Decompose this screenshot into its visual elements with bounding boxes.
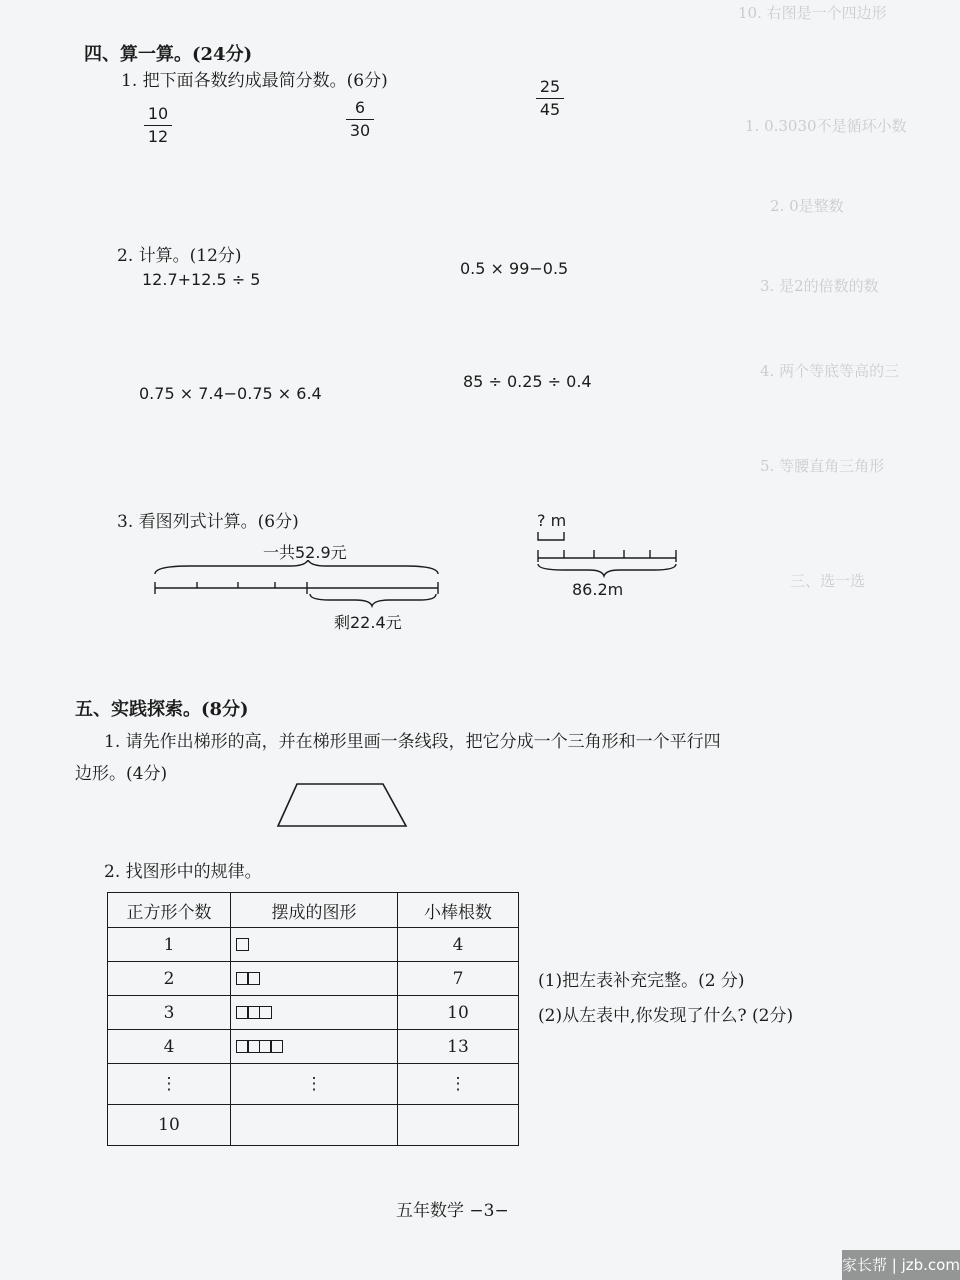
cell-shape — [231, 996, 398, 1030]
money-line-diagram — [150, 560, 445, 608]
cell-stick-count: 10 — [398, 996, 519, 1030]
fraction-numerator: 25 — [536, 77, 564, 99]
sub-question-1: (1)把左表补充完整。(2 分) — [538, 971, 745, 991]
cell-stick-count: ⋮ — [398, 1064, 519, 1105]
table-row — [108, 928, 519, 962]
unit-square — [236, 938, 249, 951]
q1-label: 1. 把下面各数约成最简分数。(6分) — [121, 71, 388, 91]
right-unknown-label: ? m — [537, 511, 567, 530]
cell-shape — [231, 928, 398, 962]
bleed-text-5: 4. 两个等底等高的三 — [760, 362, 900, 380]
bleed-text-7: 三、选一选 — [790, 572, 866, 590]
fraction-denominator: 30 — [349, 121, 371, 140]
left-remain-label: 剩22.4元 — [334, 613, 402, 632]
section5-heading: 五、实践探索。(8分) — [75, 699, 249, 720]
cell-square-count: 4 — [108, 1030, 231, 1064]
column-header-square-count: 正方形个数 — [108, 893, 231, 928]
fraction-numerator: 10 — [144, 104, 172, 126]
right-total-label: 86.2m — [572, 580, 624, 599]
cell-stick-count: 4 — [398, 928, 519, 962]
unit-square — [247, 972, 260, 985]
site-watermark: 家长帮 | jzb.com — [842, 1250, 960, 1280]
fraction-denominator: 45 — [539, 100, 561, 119]
table-header-row — [108, 893, 519, 928]
fraction-10-12 — [144, 104, 172, 147]
page-footer: 五年数学 −3− — [396, 1201, 509, 1221]
cell-shape — [231, 1105, 398, 1146]
unit-square — [270, 1040, 283, 1053]
pattern-table — [107, 892, 519, 1146]
cell-shape: ⋮ — [231, 1064, 398, 1105]
expr-3: 0.75 × 7.4−0.75 × 6.4 — [139, 384, 322, 403]
table-row — [108, 1030, 519, 1064]
fraction-6-30 — [346, 98, 374, 141]
column-header-shape: 摆成的图形 — [231, 893, 398, 928]
cell-shape — [231, 1030, 398, 1064]
cell-stick-count: 13 — [398, 1030, 519, 1064]
cell-square-count: 3 — [108, 996, 231, 1030]
cell-stick-count: 7 — [398, 962, 519, 996]
q5-2-label: 2. 找图形中的规律。 — [104, 862, 262, 882]
bleed-text-4: 3. 是2的倍数的数 — [760, 277, 879, 295]
left-total-label: 一共52.9元 — [263, 543, 347, 562]
cell-square-count: 2 — [108, 962, 231, 996]
fraction-numerator: 6 — [346, 98, 374, 120]
cell-square-count: 1 — [108, 928, 231, 962]
sub-question-2: (2)从左表中,你发现了什么? (2分) — [538, 1006, 794, 1026]
table-row — [108, 962, 519, 996]
length-line-diagram — [534, 530, 684, 580]
column-header-stick-count: 小棒根数 — [398, 893, 519, 928]
section4-heading: 四、算一算。(24分) — [84, 44, 253, 65]
cell-shape — [231, 962, 398, 996]
bleed-text-2: 1. 0.3030不是循环小数 — [745, 117, 907, 135]
unit-square — [259, 1006, 272, 1019]
bleed-text-3: 2. 0是整数 — [770, 197, 844, 215]
fraction-denominator: 12 — [147, 127, 169, 146]
bleed-text-6: 5. 等腰直角三角形 — [760, 457, 885, 475]
q3-label: 3. 看图列式计算。(6分) — [117, 512, 299, 532]
cell-square-count: ⋮ — [108, 1064, 231, 1105]
bleed-text-1: 10. 右图是一个四边形 — [738, 4, 887, 22]
fraction-25-45 — [536, 77, 564, 120]
squares-figure — [231, 1040, 397, 1053]
trapezoid-shape — [270, 780, 415, 832]
squares-figure — [231, 938, 397, 951]
cell-square-count: 10 — [108, 1105, 231, 1146]
table-row — [108, 996, 519, 1030]
cell-stick-count — [398, 1105, 519, 1146]
q2-label: 2. 计算。(12分) — [117, 246, 242, 266]
expr-4: 85 ÷ 0.25 ÷ 0.4 — [463, 372, 592, 391]
q5-1-line1: 1. 请先作出梯形的高，并在梯形里画一条线段，把它分成一个三角形和一个平行四 — [104, 732, 721, 752]
squares-figure — [231, 972, 397, 985]
q5-1-line2: 边形。(4分) — [75, 764, 168, 784]
expr-2: 0.5 × 99−0.5 — [460, 259, 569, 278]
table-row — [108, 1064, 519, 1105]
table-row — [108, 1105, 519, 1146]
squares-figure — [231, 1006, 397, 1019]
expr-1: 12.7+12.5 ÷ 5 — [142, 270, 261, 289]
